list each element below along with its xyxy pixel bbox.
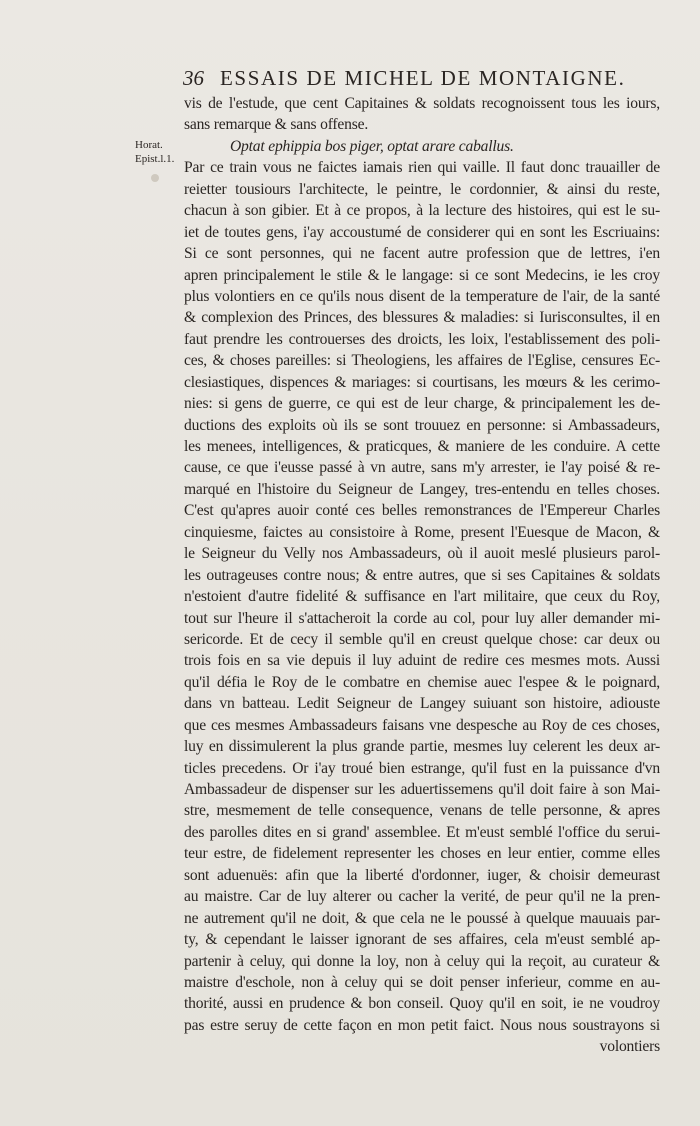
text-line: ces, & choses pareilles: si Theologiens, les affaires de l'Eglise, censures Ec- bbox=[184, 352, 660, 370]
text-line: sans remarque & sans offense. bbox=[184, 116, 369, 134]
running-title: ESSAIS DE MICHEL DE MONTAIGNE. bbox=[220, 66, 626, 90]
text-line: clesiastiques, dispences & mariages: si courtisans, les mœurs & les cerimo- bbox=[184, 373, 660, 391]
text-line: stre, mesmement de telle consequence, venans de telle personne, & apres bbox=[184, 802, 660, 820]
text-line: n'estoient d'autre fidelité & suffisance en l'art militaire, que ceux du Roy, bbox=[184, 588, 660, 606]
page-header bbox=[183, 66, 626, 96]
text-line: faut prendre les controuerses des droicts, les loix, l'establissement des poli- bbox=[184, 330, 660, 348]
margin-note-line: Epist.l.1. bbox=[135, 153, 175, 165]
text-line: ticles precedens. Or i'ay troué bien estrange, qu'il fust en la puissance d'vn bbox=[184, 759, 660, 777]
text-line: sont aduenuës: afin que la liberté d'ordonner, iuger, & choisir demeurast bbox=[184, 866, 660, 884]
text-line: vis de l'estude, que cent Capitaines & soldats recognoissent tous les iours, bbox=[184, 95, 660, 112]
text-line: cinquiesme, faictes au consistoire à Rome, present l'Euesque de Macon, & bbox=[184, 523, 660, 541]
text-line: trois fois en sa vie depuis il luy aduint de redire ces mesmes mots. Aussi bbox=[184, 652, 660, 670]
text-line: & complexion des Princes, des blessures & maladies: si Iurisconsultes, il en bbox=[184, 309, 660, 327]
margin-note bbox=[135, 138, 185, 166]
text-line: des parolles dites en si grand' assemblee. Et m'eust semblé l'office du serui- bbox=[184, 823, 660, 841]
text-line: apren principalement le stile & le langage: si ce sont Medecins, ie les croy bbox=[184, 266, 660, 284]
text-line: les outrageuses contre nous; & entre autres, que si ses Capitaines & soldats bbox=[184, 566, 660, 584]
text-line: au maistre. Car de luy alterer ou cacher la verité, de peur qu'il ne la pren- bbox=[184, 888, 660, 906]
text-line: partenir à celuy, qui donne la loy, non à celuy qui la reçoit, au curateur & bbox=[184, 952, 660, 970]
text-line: iet de toutes gens, i'ay accoustumé de considerer qui en sont les Escriuains: bbox=[184, 223, 660, 241]
latin-quote: Optat ephippia bos piger, optat arare caballus. bbox=[230, 137, 514, 155]
text-line: qu'il défia le Roy de le combatre en chemise auec l'espee & le poignard, bbox=[184, 673, 660, 691]
text-line: ductions des exploits où ils se sont trouuez en personne: si Ambassadeurs, bbox=[184, 416, 660, 434]
text-line: teur estre, de fidelement representer les choses en leur entier, comme elles bbox=[184, 845, 660, 863]
text-line: chacun à son gibier. Et à ce propos, à la lecture des histoires, qui est le su- bbox=[184, 202, 660, 220]
body-text bbox=[184, 93, 660, 1058]
text-line: tout sur l'heure il s'attacheroit la corde au col, pour luy aller demander mi- bbox=[184, 609, 660, 627]
text-line: Si ce sont personnes, qui ne facent autre profession que de lettres, i'en bbox=[184, 245, 660, 263]
text-line: maistre d'eschole, non à celuy qui se doit penser inferieur, comme en au- bbox=[184, 973, 660, 991]
text-line: Ambassadeur de dispenser sur les aduertissemens qu'il doit faire à son Mai- bbox=[184, 781, 660, 798]
margin-note-line: Horat. bbox=[135, 139, 163, 151]
text-line: cause, ce que i'eusse passé à vn autre, sans m'y arrester, ie l'ay poisé & re- bbox=[184, 459, 660, 477]
text-line: plus volontiers en ce qu'ils nous disent de la temperature de l'air, de la santé bbox=[184, 287, 660, 305]
text-line: les menees, intelligences, & praticques, & maniere de les conduire. A cette bbox=[184, 438, 660, 455]
text-line: thorité, aussi en prudence & bon conseil. Quoy qu'il en soit, ie ne voudroy bbox=[184, 995, 660, 1013]
text-line: reietter tousiours l'architecte, le peintre, le cordonnier, & ainsi du reste, bbox=[184, 180, 660, 198]
text-line: C'est qu'apres auoir conté ces belles remonstrances de l'Empereur Charles bbox=[184, 502, 660, 520]
text-line: sericorde. Et de cecy il semble qu'il en creust quelque chose: car deux ou bbox=[184, 630, 660, 648]
text-line: pas estre seruy de cette façon en mon petit faict. Nous nous soustrayons si bbox=[184, 1016, 660, 1034]
text-line: Par ce train vous ne faictes iamais rien qui vaille. Il faut donc trauailler de bbox=[184, 159, 660, 177]
text-line: dans vn batteau. Ledit Seigneur de Langey suiuant son histoire, adiouste bbox=[184, 695, 660, 713]
text-line: que ces mesmes Ambassadeurs faisans vne despesche au Roy de ces choses, bbox=[184, 716, 660, 734]
text-line: luy en dissimulerent la plus grande partie, mesmes luy celerent les deux ar- bbox=[184, 738, 660, 756]
text-line: marqué en l'histoire du Seigneur de Langey, tres-entendu en telles choses. bbox=[184, 480, 660, 498]
text-line: le Seigneur du Velly nos Ambassadeurs, où il auoit meslé plusieurs parol- bbox=[184, 545, 660, 563]
catchword: volontiers bbox=[599, 1038, 660, 1056]
page-number: 36 bbox=[183, 66, 204, 90]
text-line: nies: si gens de guerre, ce qui est de leur charge, & principalement les de- bbox=[184, 395, 660, 413]
text-line: ne autrement qu'il ne doit, & que cela ne le poussé à quelque mauuais par- bbox=[184, 909, 660, 927]
text-line: ty, & cependant le laisser ignorant de ses affaires, cela m'eust semblé ap- bbox=[184, 931, 660, 949]
ink-blot bbox=[151, 174, 159, 182]
